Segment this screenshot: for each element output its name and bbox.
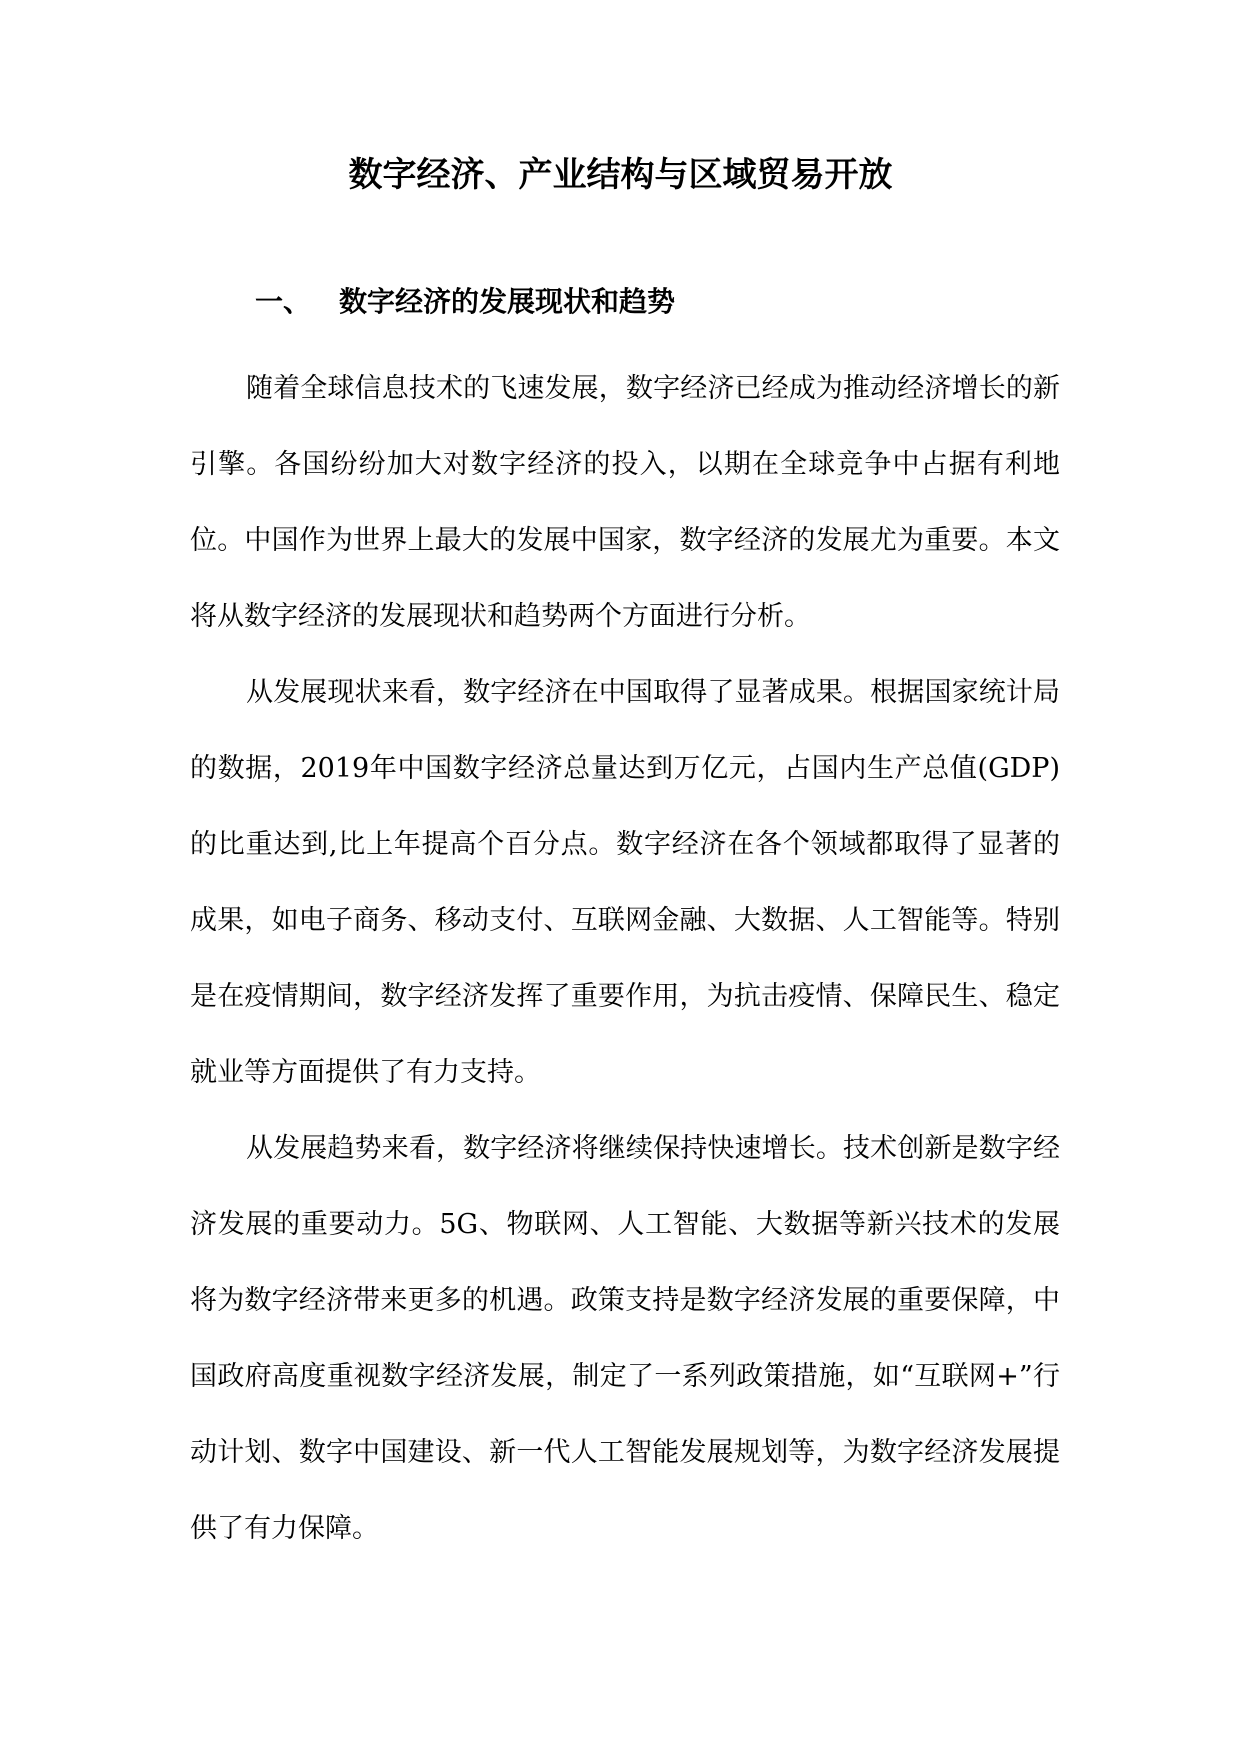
document-title: 数字经济、产业结构与区域贸易开放 — [348, 155, 893, 195]
section-heading-text: 数字经济的发展现状和趋势 — [339, 285, 676, 318]
body-paragraph: 从发展趋势来看，数字经济将继续保持快速增长。技术创新是数字经济发展的重要动力。5G、物联网、人工智能、大数据等新兴技术的发展将为数字经济带来更多的机遇。政策支持是数字经济发展的重要保障，中国政府高度重视数字经济发展，制定了一系列政策措施，如“互联网+”行动计划、数字中国建设、新一代人工智能发展规划等，为数字经济发展提供了有力保障。 — [190, 1133, 1060, 1544]
section-heading — [255, 280, 675, 324]
section-number: 一、 — [255, 285, 312, 318]
body-paragraph: 从发展现状来看，数字经济在中国取得了显著成果。根据国家统计局的数据，2019年中国数字经济总量达到万亿元，占国内生产总值(GDP)的比重达到,比上年提高个百分点。数字经济在各个领域都取得了显著的成果，如电子商务、移动支付、互联网金融、大数据、人工智能等。特别是在疫情期间，数字经济发挥了重要作用，为抗击疫情、保障民生、稳定就业等方面提供了有力支持。 — [190, 677, 1060, 1088]
body-paragraph: 随着全球信息技术的飞速发展，数字经济已经成为推动经济增长的新引擎。各国纷纷加大对数字经济的投入，以期在全球竞争中占据有利地位。中国作为世界上最大的发展中国家，数字经济的发展尤为重要。本文将从数字经济的发展现状和趋势两个方面进行分析。 — [190, 373, 1060, 632]
